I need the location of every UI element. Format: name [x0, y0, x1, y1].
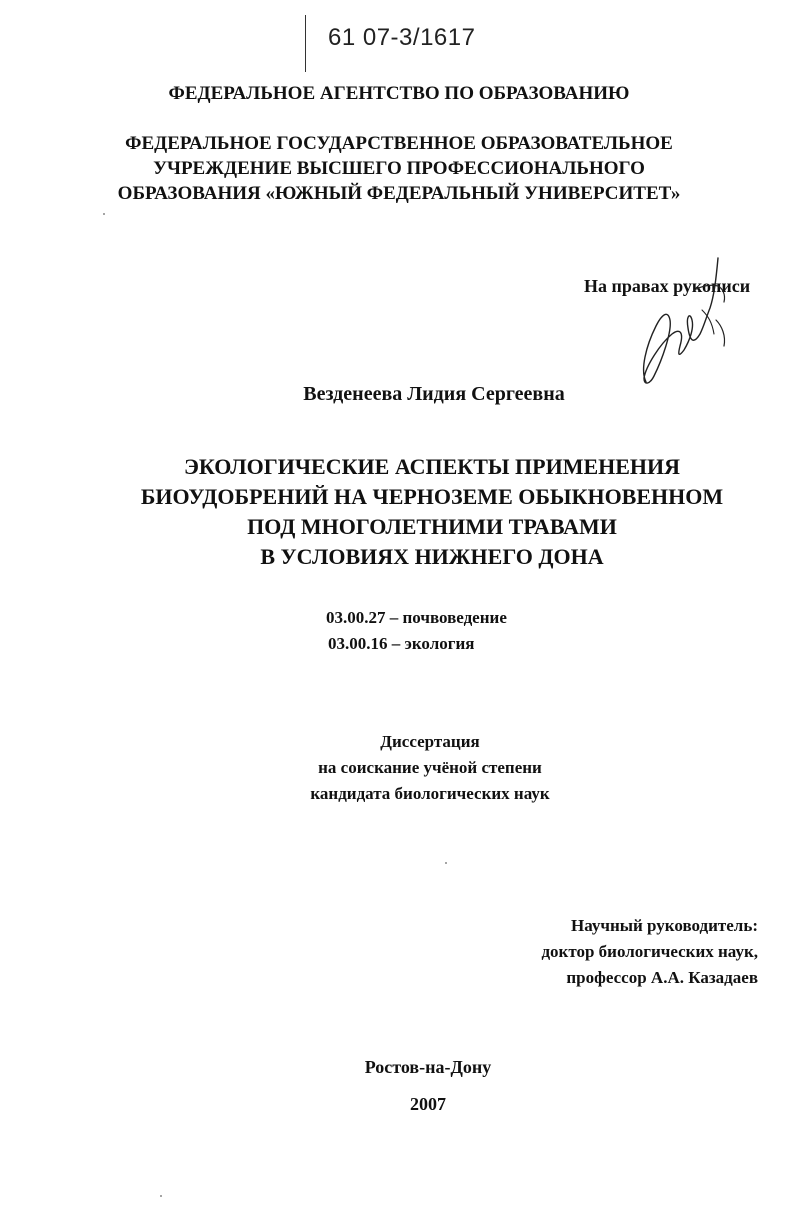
scan-speck — [445, 862, 447, 864]
author-name: Везденеева Лидия Сергеевна — [303, 383, 565, 405]
dissertation-line: Диссертация — [380, 732, 480, 751]
institution-heading — [0, 131, 798, 206]
institution-line: УЧРЕЖДЕНИЕ ВЫСШЕГО ПРОФЕССИОНАЛЬНОГО — [153, 158, 645, 179]
institution-line: ОБРАЗОВАНИЯ «ЮЖНЫЙ ФЕДЕРАЛЬНЫЙ УНИВЕРСИТЕТ» — [117, 183, 681, 204]
dissertation-line: на соискание учёной степени — [318, 758, 542, 777]
title-line: ЭКОЛОГИЧЕСКИЕ АСПЕКТЫ ПРИМЕНЕНИЯ — [183, 454, 681, 479]
dissertation-description — [0, 729, 798, 807]
advisor-line: профессор А.А. Казадаев — [566, 968, 758, 987]
stamp-divider-line — [305, 15, 306, 72]
city: Ростов-на-Дону — [364, 1057, 492, 1077]
title-line: В УСЛОВИЯХ НИЖНЕГО ДОНА — [260, 544, 604, 569]
title-line: БИОУДОБРЕНИЙ НА ЧЕРНОЗЕМЕ ОБЫКНОВЕННОМ — [140, 484, 724, 509]
library-stamp-number: 61 07-3/1617 — [328, 24, 476, 51]
dissertation-title — [0, 452, 798, 572]
specialty-code: 03.00.16 – экология — [328, 634, 475, 653]
year: 2007 — [410, 1094, 446, 1114]
title-line: ПОД МНОГОЛЕТНИМИ ТРАВАМИ — [247, 514, 617, 539]
advisor-line: доктор биологических наук, — [541, 942, 758, 961]
agency-heading: ФЕДЕРАЛЬНОЕ АГЕНТСТВО ПО ОБРАЗОВАНИЮ — [168, 83, 630, 104]
manuscript-rights-note: На правах рукописи — [584, 276, 751, 296]
advisor-line: Научный руководитель: — [571, 916, 758, 935]
scientific-advisor — [541, 913, 758, 991]
scan-speck — [160, 1195, 162, 1197]
dissertation-line: кандидата биологических наук — [310, 784, 550, 803]
handwritten-signature-icon — [632, 250, 742, 390]
institution-line: ФЕДЕРАЛЬНОЕ ГОСУДАРСТВЕННОЕ ОБРАЗОВАТЕЛЬНОЕ — [125, 133, 673, 154]
scan-speck — [103, 213, 105, 215]
specialty-code: 03.00.27 – почвоведение — [326, 608, 507, 627]
